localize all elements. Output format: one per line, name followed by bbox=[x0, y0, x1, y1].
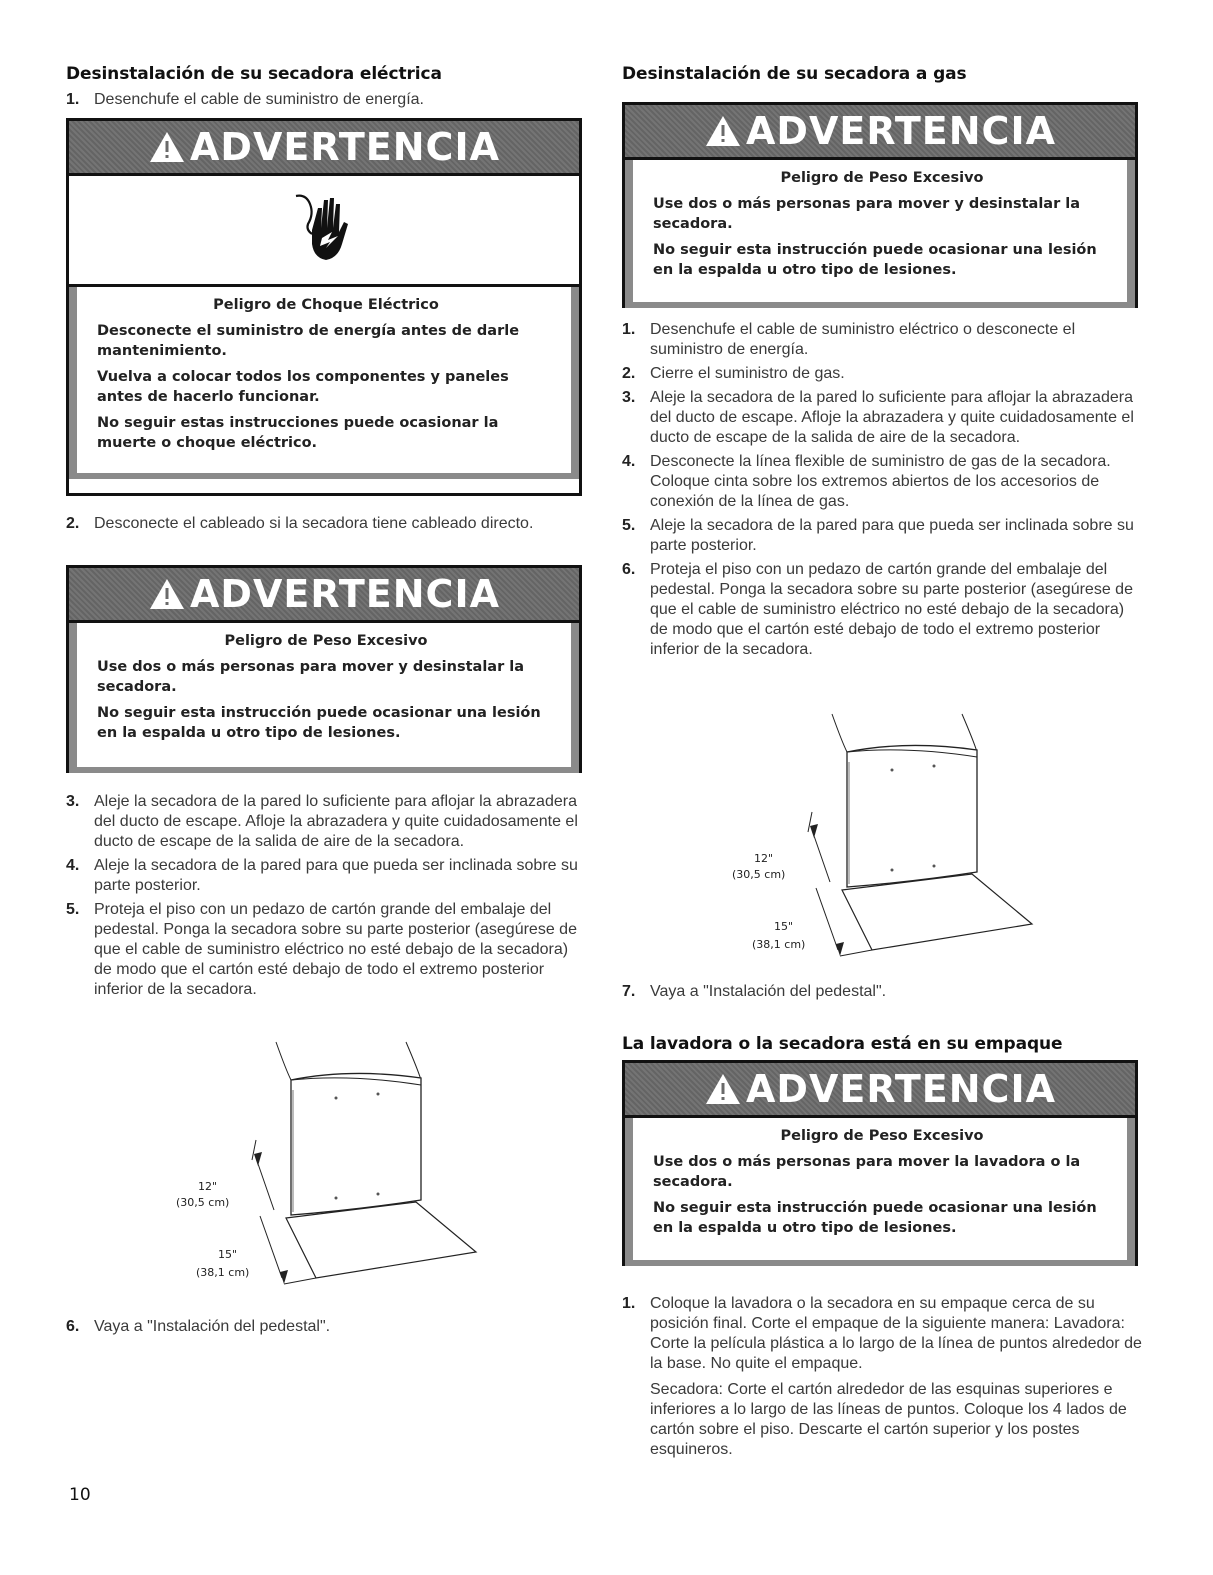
warning-triangle-icon bbox=[704, 114, 742, 148]
step-number: 1. bbox=[66, 91, 80, 108]
list-item bbox=[66, 792, 586, 852]
step-subtext: Secadora: Corte el cartón alrededor de las esquinas superiores e inferiores a lo largo de las líneas de puntos. Coloque los 4 lados de cartón sobre el piso. Descarte el cartón superior y los postes esquineros. bbox=[650, 1381, 1127, 1458]
step-text: Desconecte el cableado si la secadora tiene cableado directo. bbox=[94, 515, 534, 532]
step-text: Vaya a "Instalación del pedestal". bbox=[94, 1318, 331, 1335]
warning-line: Use dos o más personas para mover y desinstalar la secadora. bbox=[653, 196, 1081, 232]
dimension-label: 12" bbox=[754, 852, 774, 865]
list-item bbox=[622, 560, 1144, 660]
warning-header bbox=[625, 105, 1135, 160]
step-text: Vaya a "Instalación del pedestal". bbox=[650, 983, 887, 1000]
dryer-on-cardboard-illustration bbox=[712, 712, 1052, 972]
step-text: Proteja el piso con un pedazo de cartón grande del embalaje del pedestal. Ponga la secadora sobre su parte posterior (asegúrese de que el cable de suministro eléctrico no esté debajo de la secadora) de modo que el cartón esté debajo de todo el extremo posterior inferior de la secadora. bbox=[650, 561, 1133, 658]
warning-title: ADVERTENCIA bbox=[190, 572, 500, 616]
step-text: Desconecte la línea flexible de suministro de gas de la secadora. Coloque cinta sobre los extremos abiertos de los accesorios de conexión de la línea de gas. bbox=[650, 453, 1111, 510]
step-text: Desenchufe el cable de suministro de energía. bbox=[94, 91, 424, 108]
list-item bbox=[66, 90, 424, 110]
dimension-label: (38,1 cm) bbox=[196, 1266, 250, 1279]
section-heading-packaged: La lavadora o la secadora está en su empaque bbox=[622, 1034, 1063, 1054]
dimension-label: (30,5 cm) bbox=[732, 868, 786, 881]
list-item bbox=[622, 388, 1144, 448]
list-item bbox=[66, 900, 586, 1000]
warning-body bbox=[69, 623, 579, 773]
dimension-label: (30,5 cm) bbox=[176, 1196, 230, 1209]
warning-box-weight bbox=[66, 565, 582, 773]
step-number: 5. bbox=[622, 517, 636, 534]
warning-line: Use dos o más personas para mover la lavadora o la secadora. bbox=[653, 1154, 1081, 1190]
dryer-on-cardboard-illustration bbox=[156, 1040, 496, 1300]
warning-triangle-icon bbox=[148, 577, 186, 611]
warning-header bbox=[625, 1063, 1135, 1118]
warning-title: ADVERTENCIA bbox=[746, 109, 1056, 153]
warning-triangle-icon bbox=[148, 130, 186, 164]
section-heading-gas: Desinstalación de su secadora a gas bbox=[622, 64, 967, 84]
list-item bbox=[66, 856, 586, 896]
warning-title: ADVERTENCIA bbox=[190, 125, 500, 169]
step-number: 4. bbox=[622, 453, 636, 470]
warning-body bbox=[625, 1118, 1135, 1266]
step-number: 4. bbox=[66, 857, 80, 874]
warning-line: Desconecte el suministro de energía antes de darle mantenimiento. bbox=[97, 323, 520, 359]
step-text: Coloque la lavadora o la secadora en su empaque cerca de su posición final. Corte el empaque de la siguiente manera: Lavadora: Corte la película plástica a lo largo de la línea de puntos alrededor de la base. No quite el empaque. bbox=[650, 1295, 1142, 1372]
warning-box-weight-packaged bbox=[622, 1060, 1138, 1266]
step-number: 2. bbox=[622, 365, 636, 382]
page-number: 10 bbox=[69, 1485, 91, 1505]
warning-line: No seguir esta instrucción puede ocasionar una lesión en la espalda u otro tipo de lesiones. bbox=[653, 1200, 1097, 1236]
step-text: Aleje la secadora de la pared para que pueda ser inclinada sobre su parte posterior. bbox=[650, 517, 1134, 554]
list-item bbox=[622, 516, 1144, 556]
warning-icon-area bbox=[69, 176, 579, 287]
list-item bbox=[622, 1294, 1144, 1460]
hazard-title: Peligro de Choque Eléctrico bbox=[213, 297, 439, 313]
electric-steps-a bbox=[66, 90, 424, 114]
warning-header bbox=[69, 568, 579, 623]
dimension-label: 15" bbox=[218, 1248, 238, 1261]
warning-line: Use dos o más personas para mover y desinstalar la secadora. bbox=[97, 659, 525, 695]
electric-steps-c bbox=[66, 792, 586, 1004]
dryer-tipped-diagram-gas bbox=[712, 712, 1052, 977]
warning-line: No seguir esta instrucción puede ocasionar una lesión en la espalda u otro tipo de lesiones. bbox=[653, 242, 1097, 278]
warning-box-weight-gas bbox=[622, 102, 1138, 308]
step-number: 3. bbox=[622, 389, 636, 406]
step-text: Aleje la secadora de la pared lo suficiente para aflojar la abrazadera del ducto de escape. Afloje la abrazadera y quite cuidadosamente el ducto de escape de la salida de aire de la secadora. bbox=[650, 389, 1134, 446]
step-number: 2. bbox=[66, 515, 80, 532]
warning-triangle-icon bbox=[704, 1072, 742, 1106]
step-text: Aleje la secadora de la pared para que pueda ser inclinada sobre su parte posterior. bbox=[94, 857, 578, 894]
dimension-label: 15" bbox=[774, 920, 794, 933]
electric-shock-hand-icon bbox=[292, 188, 356, 272]
step-number: 3. bbox=[66, 793, 80, 810]
warning-line: Vuelva a colocar todos los componentes y paneles antes de hacerlo funcionar. bbox=[97, 369, 509, 405]
list-item bbox=[622, 364, 1144, 384]
warning-line: No seguir estas instrucciones puede ocasionar la muerte o choque eléctrico. bbox=[97, 415, 499, 451]
warning-box-electric-shock bbox=[66, 118, 582, 496]
gas-steps-end bbox=[622, 982, 886, 1006]
step-number: 1. bbox=[622, 321, 636, 338]
list-item bbox=[622, 452, 1144, 512]
step-number: 6. bbox=[622, 561, 636, 578]
warning-title: ADVERTENCIA bbox=[746, 1067, 1056, 1111]
dimension-label: (38,1 cm) bbox=[752, 938, 806, 951]
list-item bbox=[622, 982, 886, 1002]
list-item bbox=[622, 320, 1144, 360]
warning-line: No seguir esta instrucción puede ocasionar una lesión en la espalda u otro tipo de lesiones. bbox=[97, 705, 541, 741]
step-number: 1. bbox=[622, 1295, 636, 1312]
hazard-title: Peligro de Peso Excesivo bbox=[780, 170, 984, 186]
gas-steps bbox=[622, 320, 1144, 664]
warning-body bbox=[625, 160, 1135, 308]
step-number: 5. bbox=[66, 901, 80, 918]
step-text: Desenchufe el cable de suministro eléctrico o desconecte el suministro de energía. bbox=[650, 321, 1076, 358]
hazard-title: Peligro de Peso Excesivo bbox=[224, 633, 428, 649]
warning-body bbox=[69, 287, 579, 479]
dimension-label: 12" bbox=[198, 1180, 218, 1193]
hazard-title: Peligro de Peso Excesivo bbox=[780, 1128, 984, 1144]
electric-steps-b bbox=[66, 514, 533, 538]
step-text: Cierre el suministro de gas. bbox=[650, 365, 845, 382]
step-number: 7. bbox=[622, 983, 636, 1000]
packaged-steps bbox=[622, 1294, 1144, 1464]
warning-header bbox=[69, 121, 579, 176]
step-text: Aleje la secadora de la pared lo suficiente para aflojar la abrazadera del ducto de escape. Afloje la abrazadera y quite cuidadosamente el ducto de escape de la salida de aire de la secadora. bbox=[94, 793, 578, 850]
section-heading-electric: Desinstalación de su secadora eléctrica bbox=[66, 64, 442, 84]
list-item bbox=[66, 1317, 330, 1337]
step-text: Proteja el piso con un pedazo de cartón grande del embalaje del pedestal. Ponga la secadora sobre su parte posterior (asegúrese de que el cable de suministro eléctrico no esté debajo de la secadora) de modo que el cartón esté debajo de todo el extremo posterior inferior de la secadora. bbox=[94, 901, 577, 998]
step-number: 6. bbox=[66, 1318, 80, 1335]
electric-steps-d bbox=[66, 1317, 330, 1341]
dryer-tipped-diagram bbox=[156, 1040, 496, 1305]
list-item bbox=[66, 514, 533, 534]
